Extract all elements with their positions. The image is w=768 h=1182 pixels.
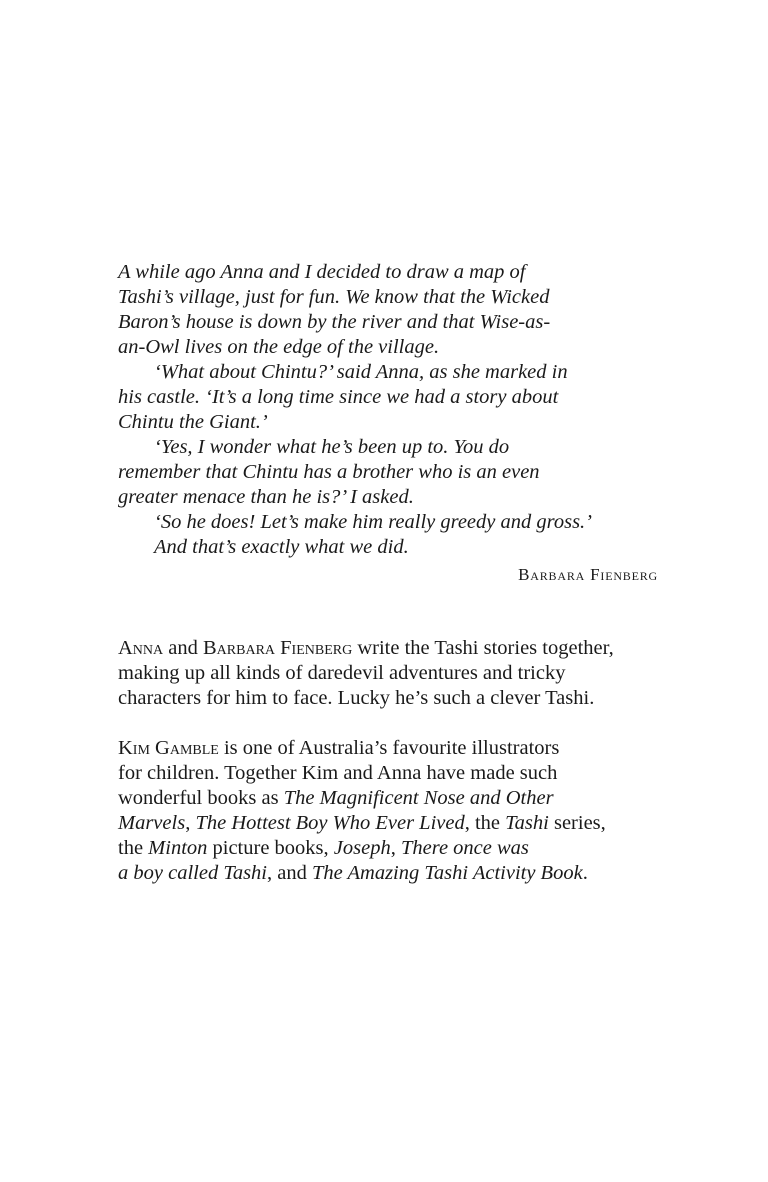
bio-line: Anna and Barbara Fienberg write the Tashi stories together, [118, 637, 614, 659]
bio-line: for children. Together Kim and Anna have made such [118, 762, 558, 784]
bio-line: making up all kinds of daredevil adventures and tricky [118, 662, 566, 684]
intro-line: ‘What about Chintu?’ said Anna, as she marked in [154, 361, 568, 383]
book-title: Tashi [505, 812, 549, 834]
book-title: Joseph [333, 837, 391, 859]
book-title: The Hottest Boy Who Ever Lived [195, 812, 465, 834]
intro-line: remember that Chintu has a brother who is an even [118, 461, 540, 483]
book-title: a boy called Tashi [118, 862, 268, 884]
author-note [118, 260, 658, 560]
intro-line: ‘So he does! Let’s make him really greedy and gross.’ [154, 511, 593, 533]
intro-line: greater menace than he is?’ I asked. [118, 486, 414, 508]
bio-line: Kim Gamble is one of Australia’s favourite illustrators [118, 737, 560, 759]
book-title: Minton [148, 837, 208, 859]
intro-line: And that’s exactly what we did. [154, 536, 409, 558]
intro-line: an-Owl lives on the edge of the village. [118, 336, 440, 358]
authors-bio [118, 636, 658, 711]
book-title: There once was [400, 837, 529, 859]
bio-line: characters for him to face. Lucky he’s such a clever Tashi. [118, 687, 595, 709]
author-name: Anna [118, 637, 164, 659]
intro-line: Chintu the Giant.’ [118, 411, 268, 433]
signature: Barbara Fienberg [518, 565, 658, 584]
illustrator-name: Kim Gamble [118, 737, 219, 759]
bio-line: a boy called Tashi, and The Amazing Tashi Activity Book. [118, 862, 588, 884]
author-name: Barbara Fienberg [203, 637, 353, 659]
bio-line: the Minton picture books, Joseph, There once was [118, 837, 529, 859]
intro-line: Baron’s house is down by the river and that Wise-as- [118, 311, 551, 333]
book-title: Marvels [118, 812, 186, 834]
intro-line: ‘Yes, I wonder what he’s been up to. You do [154, 436, 510, 458]
intro-line: his castle. ‘It’s a long time since we had a story about [118, 386, 559, 408]
illustrator-bio [118, 736, 658, 886]
bio-line: Marvels, The Hottest Boy Who Ever Lived, the Tashi series, [118, 812, 606, 834]
intro-line: A while ago Anna and I decided to draw a map of [118, 261, 526, 283]
book-title: The Magnificent Nose and Other [283, 787, 554, 809]
intro-line: Tashi’s village, just for fun. We know that the Wicked [118, 286, 550, 308]
bio-line: wonderful books as The Magnificent Nose and Other [118, 787, 554, 809]
book-title: The Amazing Tashi Activity Book [312, 862, 583, 884]
